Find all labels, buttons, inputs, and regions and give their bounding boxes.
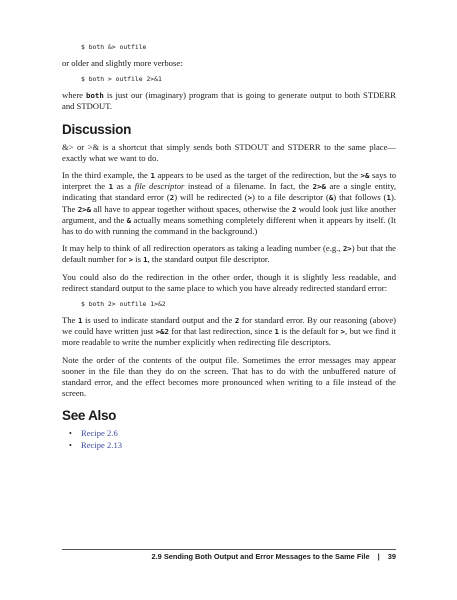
page-content xyxy=(62,40,396,451)
see-also-item xyxy=(62,428,396,440)
link-recipe-2-6[interactable]: Recipe 2.6 xyxy=(81,428,118,439)
footer-page-number: 39 xyxy=(387,552,396,561)
code-example-other-order: $ both 2> outfile 1>&2 xyxy=(81,300,166,309)
para-fd-numbers: The 1 is used to indicate standard output and the 2 for standard error. By our reasoning (above) we could have written just >&2 for that last redirection, since 1 is the default for >, but we find it more readable to write the number explicitly when redirecting file descriptors. xyxy=(62,315,397,348)
para-leading-number: It may help to think of all redirection operators as taking a leading number (e.g., 2>) but that the default number for > is 1, the standard output file descriptor. xyxy=(62,243,396,265)
code-example-both-ampersand: $ both &> outfile xyxy=(81,43,147,51)
page-footer xyxy=(152,552,397,561)
see-also-list xyxy=(62,428,396,451)
bullet-icon: • xyxy=(69,429,72,439)
para-third-example: In the third example, the 1 appears to be used as the target of the redirection, but the >& says to interpret the 1 as a file descriptor instead of a filename. In fact, the 2>& are a single entity, indicating that standard error (2) will be redirected (>) to a file descriptor (&) that follows (1). The 2>& all have to appear together without spaces, otherwise the 2 would look just like another argument, and the & actually means something completely different when it appears by itself. (It has to do with running the command in the background.) xyxy=(62,170,397,237)
heading-discussion: Discussion xyxy=(62,121,132,137)
para-other-order: You could also do the redirection in the other order, though it is slightly less readable, and redirect standard output to the same place to which you have already redirected standard error: xyxy=(62,271,396,293)
text-older-verbose: or older and slightly more verbose: xyxy=(62,58,183,68)
para-where-both: where both is just our (imaginary) program that is going to generate output to both STDERR and STDOUT. xyxy=(62,90,396,112)
heading-see-also: See Also xyxy=(62,408,117,424)
see-also-item xyxy=(62,440,396,452)
footer-section-title: 2.9 Sending Both Output and Error Messages to the Same File xyxy=(151,552,370,561)
footer-separator: | xyxy=(377,552,380,561)
link-recipe-2-13[interactable]: Recipe 2.13 xyxy=(81,439,123,450)
footer-divider xyxy=(62,549,396,550)
para-note-order: Note the order of the contents of the output file. Sometimes the error messages may appear sooner in the file than they do on the screen. That has to do with the unbuffered nature of standard error, and the effect becomes more pronounced when writing to a file instead of the screen. xyxy=(62,354,396,399)
para-shortcut: &> or >& is a shortcut that simply sends both STDOUT and STDERR to the same place—exactly what we want to do. xyxy=(62,141,396,163)
bullet-icon: • xyxy=(69,440,72,450)
code-example-redirect-stderr: $ both > outfile 2>&1 xyxy=(81,75,162,84)
